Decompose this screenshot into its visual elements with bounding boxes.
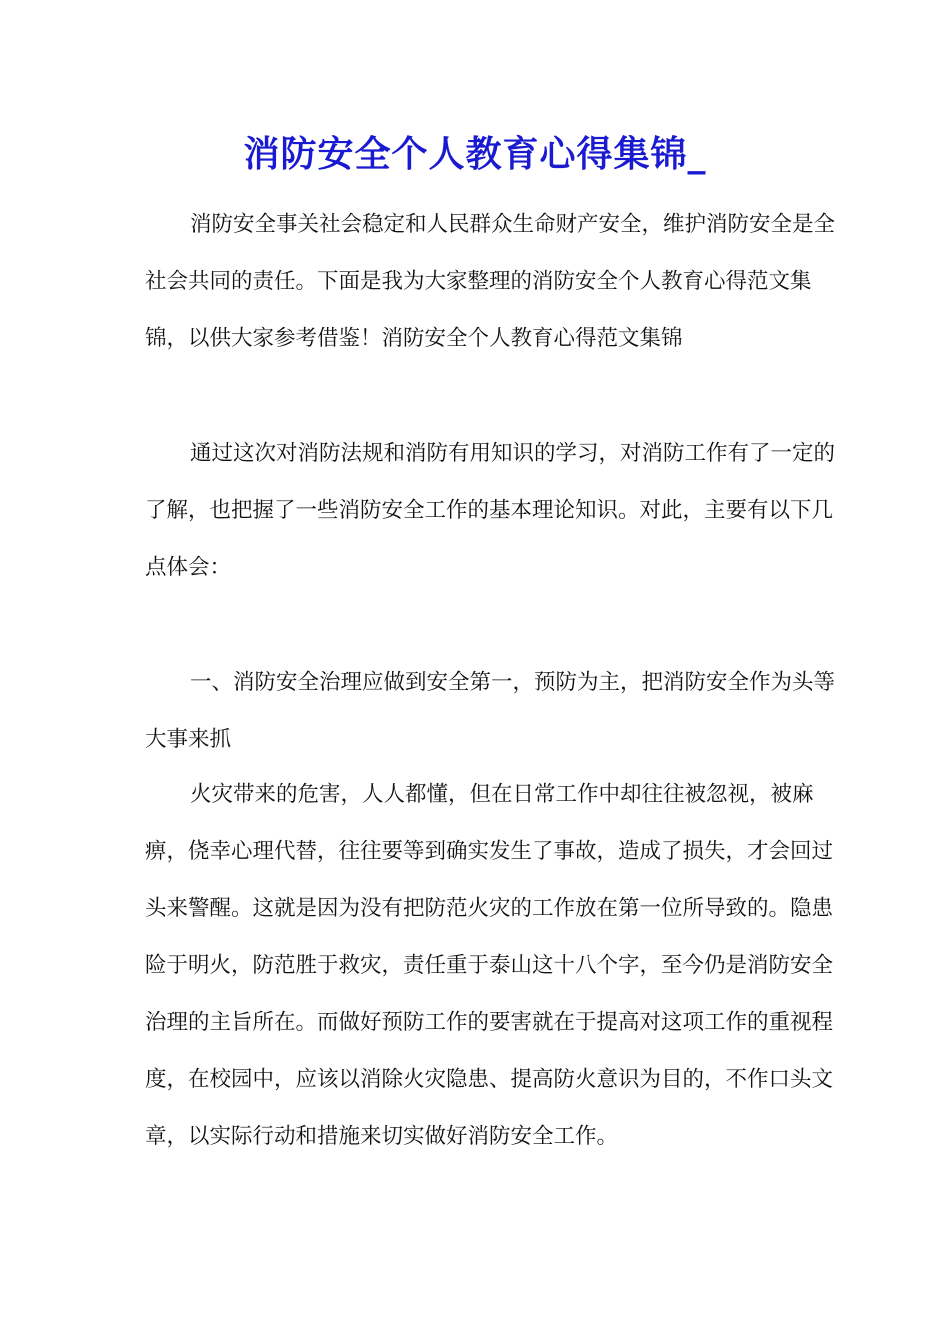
section-1-paragraph: 火灾带来的危害，人人都懂，但在日常工作中却往往被忽视，被麻痹，侥幸心理代替，往往要等到确实发生了事故，造成了损失，才会回过头来警醒。这就是因为没有把防范火灾的工作放在第一位所导致的。隐患险于明火，防范胜于救灾，责任重于泰山这十八个字，至今仍是消防安全治理的主旨所在。而做好预防工作的要害就在于提高对这项工作的重视程度，在校园中，应该以消除火灾隐患、提高防火意识为目的，不作口头文章，以实际行动和措施来切实做好消防安全工作。	[145, 782, 834, 1149]
document-title: 消防安全个人教育心得集锦_	[243, 133, 707, 175]
intro-paragraph: 消防安全事关社会稳定和人民群众生命财产安全，维护消防安全是全社会共同的责任。下面是我为大家整理的消防安全个人教育心得范文集锦，以供大家参考借鉴！消防安全个人教育心得范文集锦	[145, 212, 836, 351]
section-heading-1: 一、消防安全治理应做到安全第一，预防为主，把消防安全作为头等大事来抓	[145, 670, 836, 752]
study-paragraph: 通过这次对消防法规和消防有用知识的学习，对消防工作有了一定的了解，也把握了一些消防安全工作的基本理论知识。对此，主要有以下几点体会：	[145, 441, 836, 580]
